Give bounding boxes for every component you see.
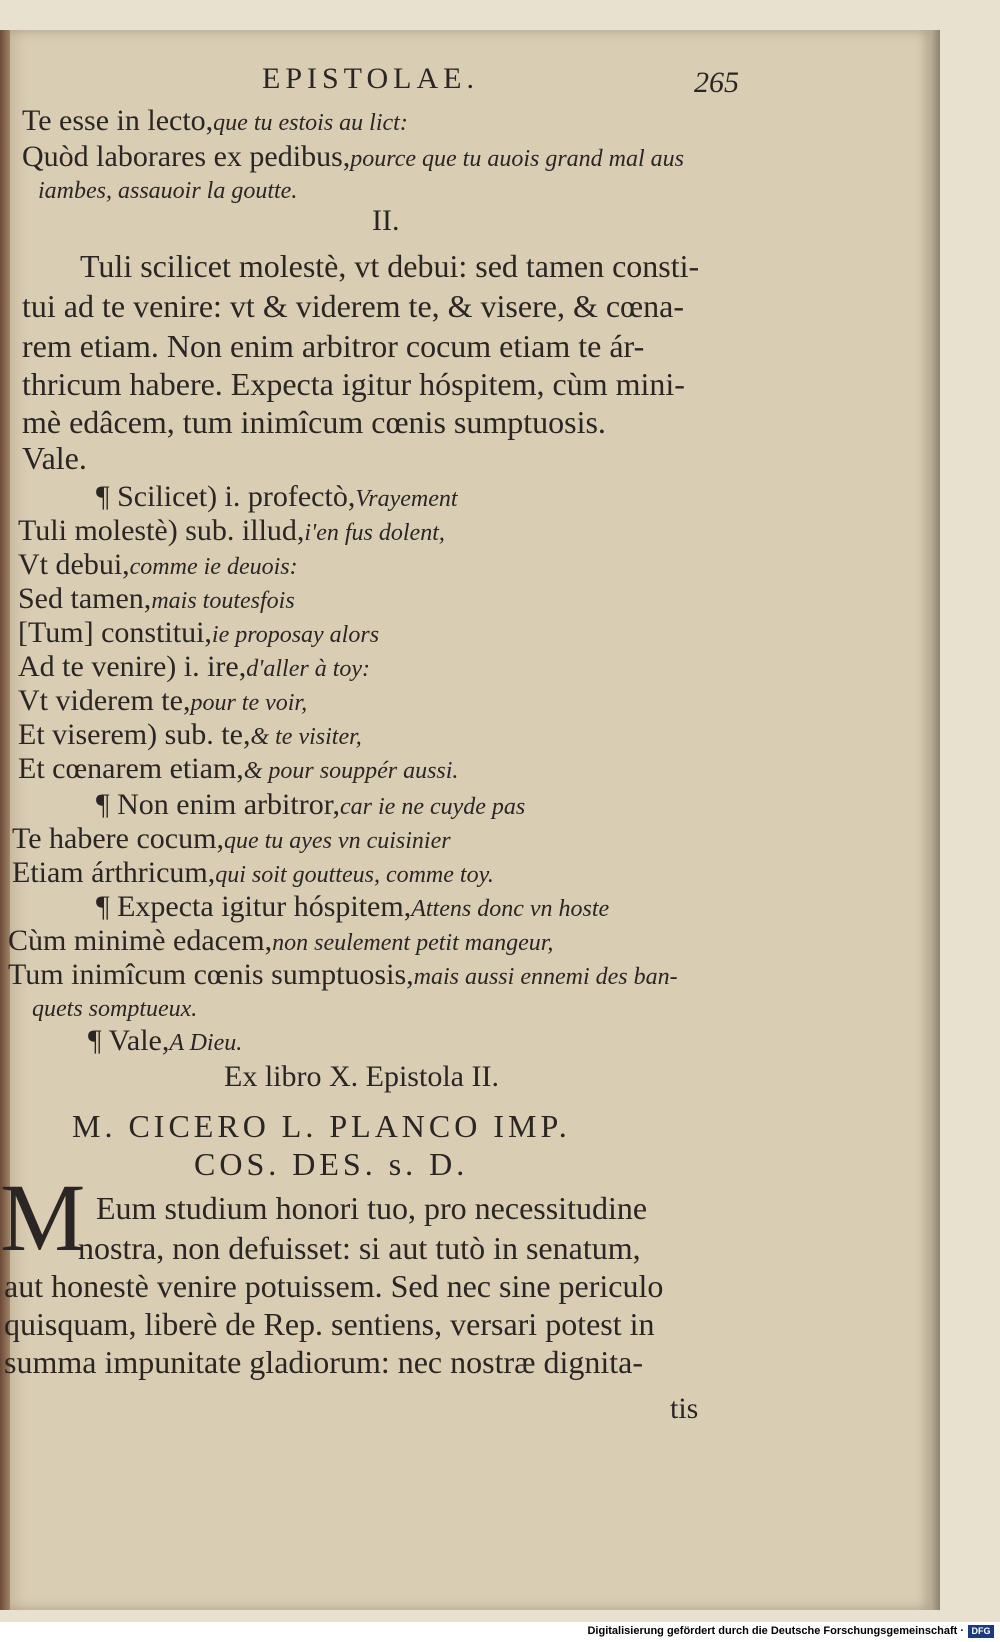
gloss-line-13: ¶ Expecta igitur hóspitem,Attens donc vn hoste: [96, 890, 610, 923]
gloss-line-3: Vt debui,comme ie deuois:: [18, 548, 298, 581]
letter2-line-3: aut honestè venire potuissem. Sed nec sine periculo: [4, 1268, 664, 1304]
letter-line-6: Vale.: [22, 440, 87, 476]
gloss-line-7: Vt viderem te,pour te voir,: [18, 684, 308, 717]
gloss-line-12: Etiam árthricum,qui soit goutteus, comme toy.: [12, 856, 494, 889]
gloss-line-17: ¶ Vale,A Dieu.: [88, 1024, 243, 1057]
digitization-footer: [0, 1622, 1000, 1642]
top-line-1: Te esse in lecto,que tu estois au lict:: [22, 104, 408, 137]
top-line-2: Quòd laborares ex pedibus,pource que tu auois grand mal aus: [22, 140, 685, 173]
letter2-heading-1: M. CICERO L. PLANCO IMP.: [72, 1108, 571, 1144]
gloss-line-15: Tum inimîcum cœnis sumptuosis,mais aussi ennemi des ban-: [8, 958, 678, 991]
section-numeral: II.: [372, 204, 400, 237]
gloss-line-9: Et cœnarem etiam,& pour souppér aussi.: [18, 752, 459, 785]
gloss-line-2: Tuli molestè) sub. illud,i'en fus dolent,: [18, 514, 445, 547]
page-number: 265: [694, 66, 739, 99]
gloss-line-6: Ad te venire) i. ire,d'aller à toy:: [18, 650, 371, 683]
gloss-line-11: Te habere cocum,que tu ayes vn cuisinier: [12, 822, 451, 855]
footer-text: Digitalisierung gefördert durch die Deutsche Forschungsgemeinschaft ·: [587, 1625, 964, 1637]
source-line: Ex libro X. Epistola II.: [224, 1060, 499, 1093]
running-head: EPISTOLAE.: [262, 62, 479, 95]
top-line-3: iambes, assauoir la goutte.: [38, 178, 298, 204]
catchword: tis: [670, 1392, 699, 1425]
letter2-line-1: Eum studium honori tuo, pro necessitudine: [96, 1190, 648, 1226]
gloss-line-8: Et viserem) sub. te,& te visiter,: [18, 718, 362, 751]
gloss-line-1: ¶ Scilicet) i. profectò,Vrayement: [96, 480, 458, 513]
letter-line-3: rem etiam. Non enim arbitror cocum etiam te ár-: [22, 328, 645, 364]
dfg-logo: DFG: [968, 1625, 994, 1638]
gloss-line-5: [Tum] constitui,ie proposay alors: [18, 616, 380, 649]
gloss-line-16: quets somptueux.: [32, 996, 198, 1022]
letter-line-2: tui ad te venire: vt & viderem te, & visere, & cœna-: [22, 288, 684, 324]
letter2-line-4: quisquam, liberè de Rep. sentiens, versari potest in: [4, 1306, 655, 1342]
letter-line-1: Tuli scilicet molestè, vt debui: sed tamen consti-: [80, 248, 700, 284]
gloss-line-10: ¶ Non enim arbitror,car ie ne cuyde pas: [96, 788, 526, 821]
letter-line-4: thricum habere. Expecta igitur hóspitem, cùm mini-: [22, 366, 685, 402]
letter2-line-5: summa impunitate gladiorum: nec nostræ dignita-: [4, 1344, 643, 1380]
gloss-line-4: Sed tamen,mais toutesfois: [18, 582, 295, 615]
letter-line-5: mè edâcem, tum inimîcum cœnis sumptuosis.: [22, 404, 606, 440]
letter2-heading-2: COS. DES. s. D.: [194, 1146, 469, 1182]
gloss-line-14: Cùm minimè edacem,non seulement petit mangeur,: [8, 924, 554, 957]
letter2-line-2: nostra, non defuisset: si aut tutò in senatum,: [78, 1230, 641, 1266]
drop-cap: M: [0, 1164, 86, 1271]
page-right-edge: [930, 30, 940, 1610]
